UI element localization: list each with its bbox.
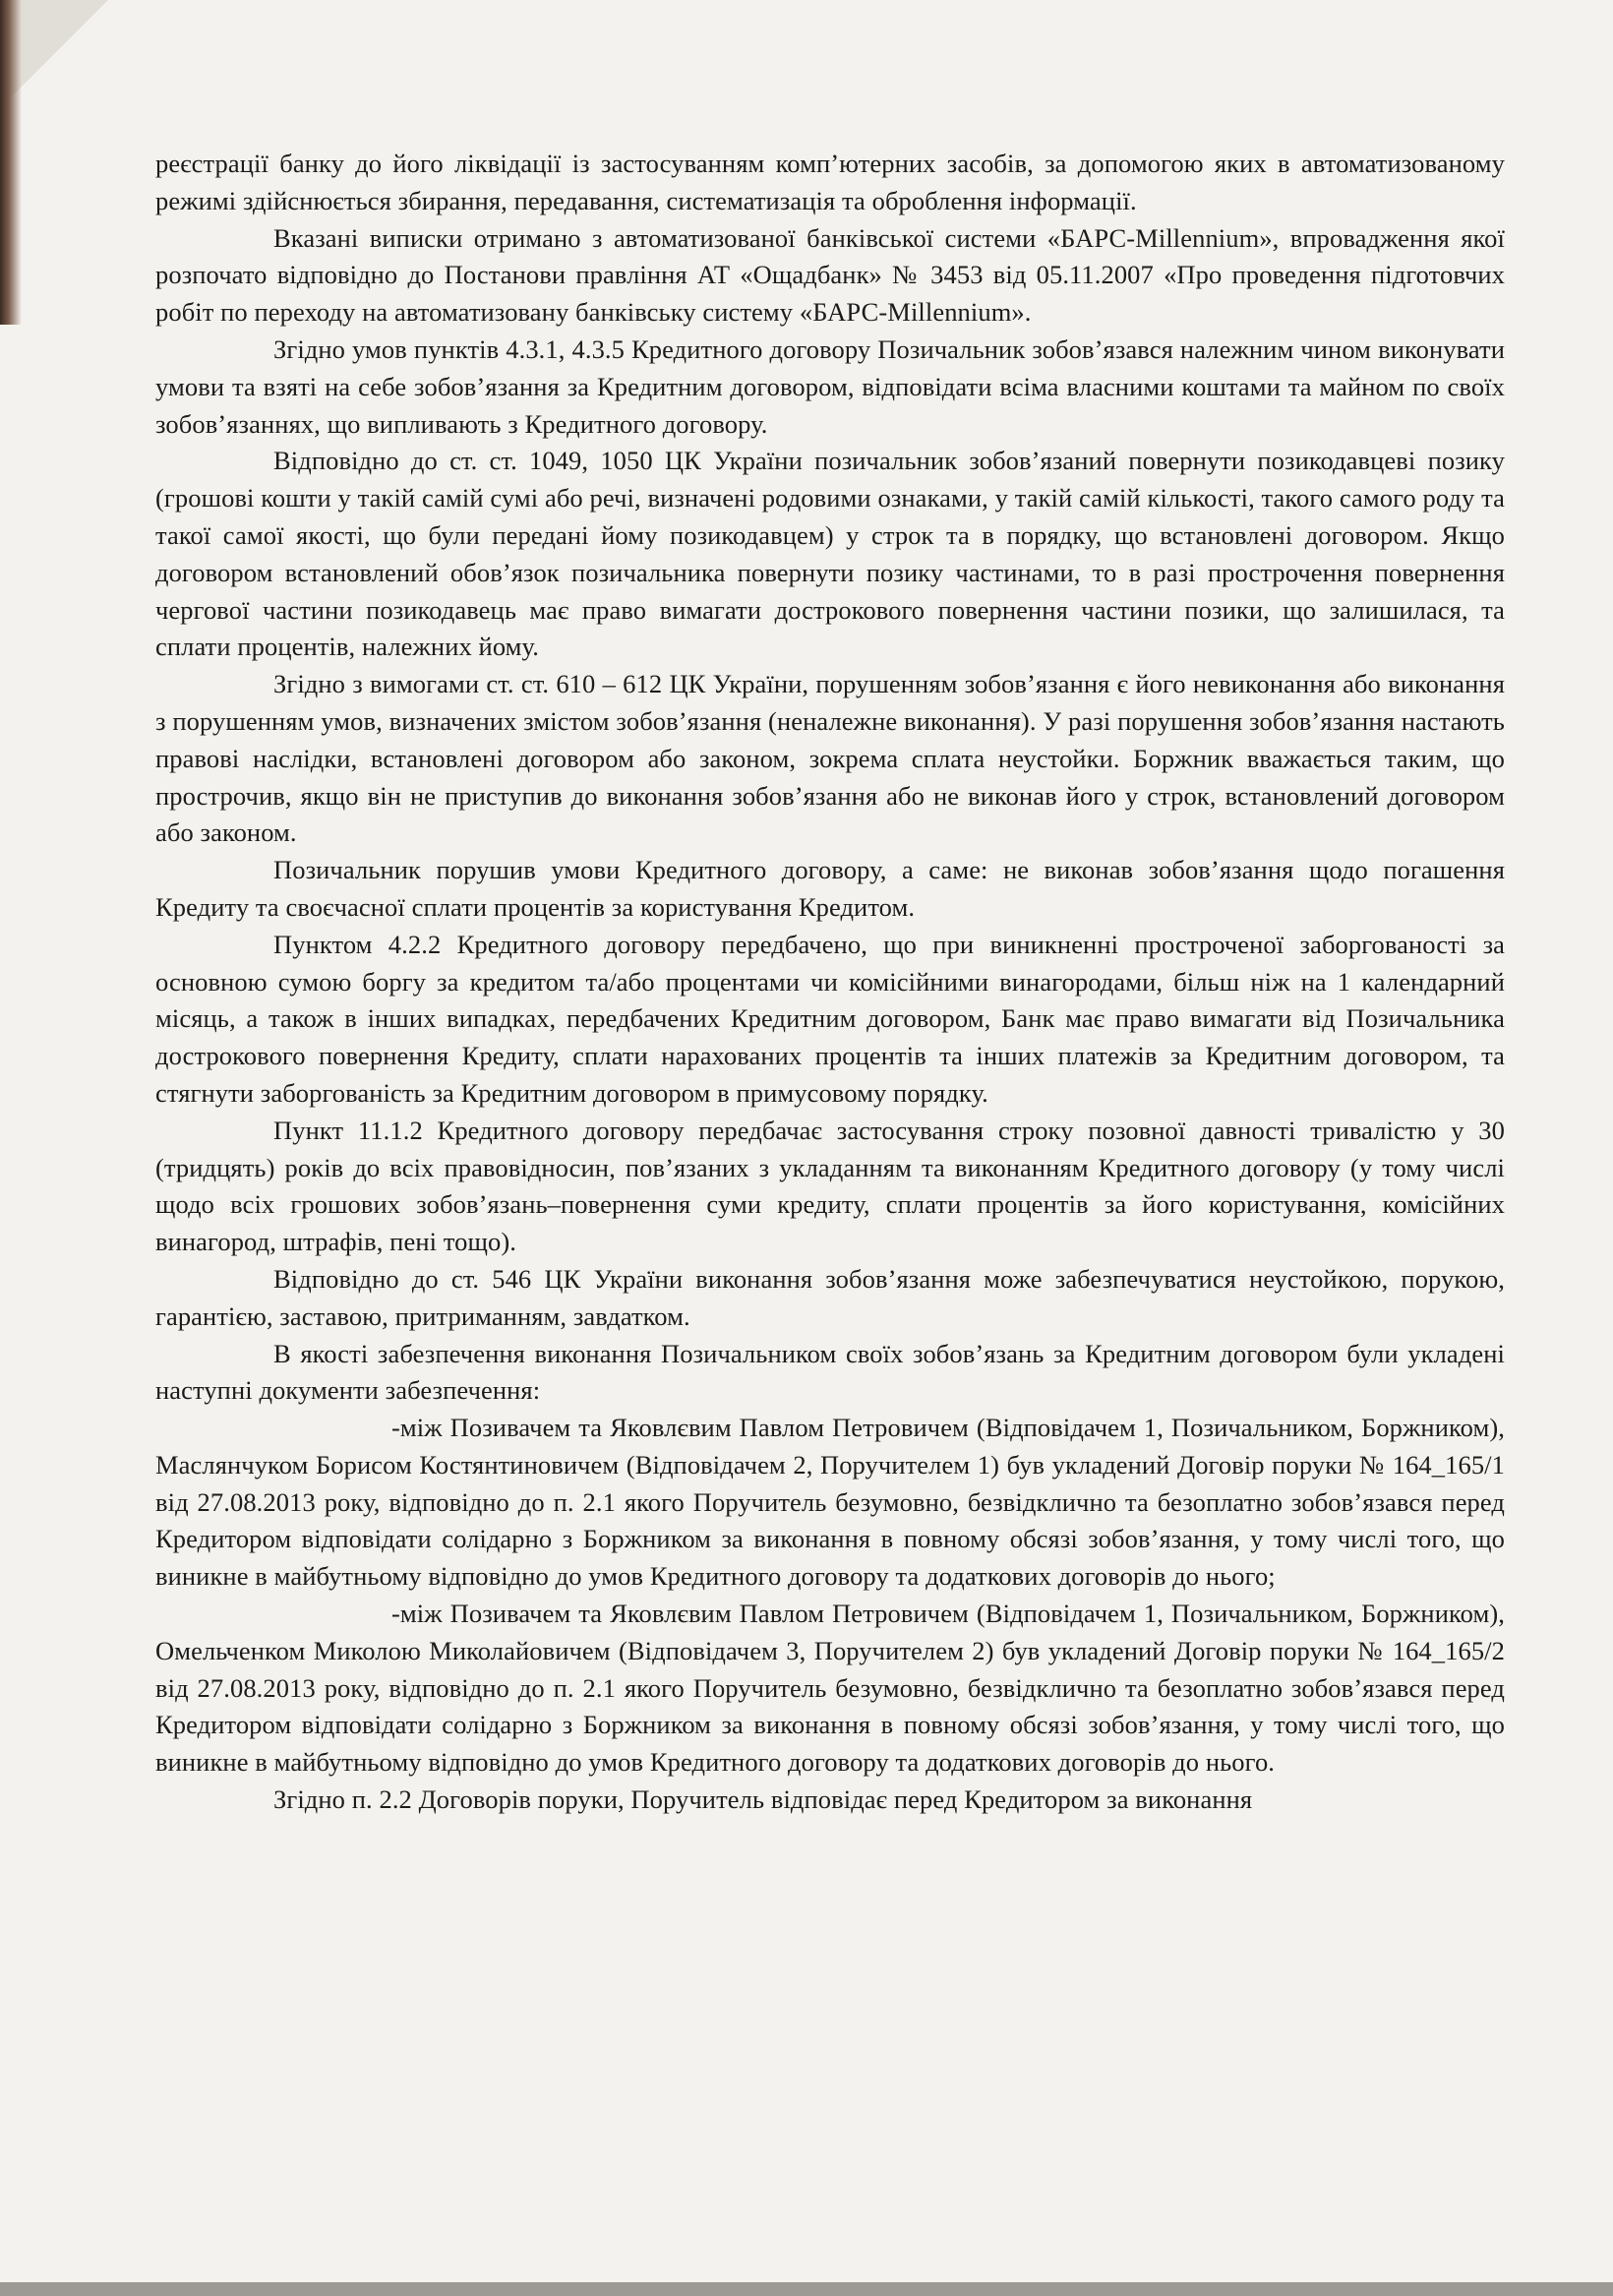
paragraph-clause-2-2: Згідно п. 2.2 Договорів поруки, Поручитель відповідає перед Кредитором за виконання <box>273 1784 1253 1815</box>
document-body <box>155 146 1505 1819</box>
paragraph-borrower-breach: Позичальник порушив умови Кредитного договору, а саме: не виконав зобов’язання щодо погашення Кредиту та своєчасної сплати процентів за користування Кредитом. <box>155 855 1505 922</box>
paragraph-article-546: Відповідно до ст. 546 ЦК України виконання зобов’язання може забезпечуватися неустойкою, порукою, гарантією, заставою, притриманням, завдатком. <box>155 1263 1505 1331</box>
paragraph-borrower-obligations: Згідно умов пунктів 4.3.1, 4.3.5 Кредитного договору Позичальник зобов’язався належним чином виконувати умови та взяті на себе зобов’язання за Кредитним договором, відповідати всіма власними коштами та майном по своїх зобов’язаннях, що випливають з Кредитного договору. <box>155 333 1505 439</box>
paragraph-security-documents: В якості забезпечення виконання Позичальником своїх зобов’язань за Кредитним договором були укладені наступні документи забезпечення: <box>155 1338 1505 1406</box>
paragraph-clause-11-1-2: Пункт 11.1.2 Кредитного договору передбачає застосування строку позовної давності тривалістю у 30 (тридцять) років до всіх правовідносин, пов’язаних з укладанням та виконанням Кредитного договору (у тому числі щодо всіх грошових зобов’язань–повернення суми кредиту, сплати процентів за його користування, комісійних винагород, штрафів, пені тощо). <box>155 1115 1505 1257</box>
scan-bottom-edge <box>0 2282 1613 2296</box>
paragraph-guarantee-1: -між Позивачем та Яковлєвим Павлом Петровичем (Відповідачем 1, Позичальником, Боржником), Маслянчуком Борисом Костянтиновичем (Відповідачем 2, Поручителем 1) був укладений Договір поруки № 164_165/1 від 27.08.2013 року, відповідно до п. 2.1 якого Поручитель безумовно, безвідклично та безоплатно зобов’язався перед Кредитором відповідати солідарно з Боржником за виконання в повному обсязі зобов’язання, у тому числі того, що виникне в майбутньому відповідно до умов Кредитного договору та додаткових договорів до нього; <box>155 1413 1505 1592</box>
paragraph-guarantee-2: -між Позивачем та Яковлєвим Павлом Петровичем (Відповідачем 1, Позичальником, Боржником), Омельченком Миколою Миколайовичем (Відповідачем 3, Поручителем 2) був укладений Договір поруки № 164_165/2 від 27.08.2013 року, відповідно до п. 2.1 якого Поручитель безумовно, безвідклично та безоплатно зобов’язався перед Кредитором відповідати солідарно з Боржником за виконання в повному обсязі зобов’язання, у тому числі того, що виникне в майбутньому відповідно до умов Кредитного договору та додаткових договорів до нього. <box>155 1599 1505 1778</box>
paragraph-registration-info: реєстрації банку до його ліквідації із застосуванням комп’ютерних засобів, за допомогою яких в автоматизованому режимі здійснюється збирання, передавання, систематизація та оброблення інформації. <box>155 149 1505 215</box>
paragraph-breach-definition: Згідно з вимогами ст. ст. 610 – 612 ЦК України, порушенням зобов’язання є його невиконання або виконання з порушенням умов, визначених змістом зобов’язання (неналежне виконання). У разі порушення зобов’язання настають правові наслідки, встановлені договором або законом, зокрема сплата неустойки. Боржник вважається таким, що прострочив, якщо він не приступив до виконання зобов’язання або не виконав його у строк, встановлений договором або законом. <box>155 669 1505 848</box>
scan-edge-shadow <box>0 0 22 325</box>
paragraph-clause-4-2-2: Пунктом 4.2.2 Кредитного договору передбачено, що при виникненні простроченої заборгованості за основною сумою боргу за кредитом та/або процентами чи комісійними винагородами, більш ніж на 1 календарний місяць, а також в інших випадках, передбачених Кредитним договором, Банк має право вимагати від Позичальника дострокового повернення Кредиту, сплати нарахованих процентів та інших платежів за Кредитним договором, та стягнути заборгованість за Кредитним договором в примусовому порядку. <box>155 929 1505 1108</box>
paragraph-loan-return: Відповідно до ст. ст. 1049, 1050 ЦК України позичальник зобов’язаний повернути позикодавцеві позику (грошові кошти у такій самій сумі або речі, визначені родовими ознаками, у такій самій кількості, такого самого роду та такої самої якості, що були передані йому позикодавцем) у строк та в порядку, що встановлені договором. Якщо договором встановлений обов’язок позичальника повернути позику частинами, то в разі прострочення повернення чергової частини позикодавець має право вимагати дострокового повернення частини позики, що залишилася, та сплати процентів, належних йому. <box>155 446 1505 662</box>
paragraph-bank-statements: Вказані виписки отримано з автоматизованої банківської системи «БАРС-Millennium», впровадження якої розпочато відповідно до Постанови правління АТ «Ощадбанк» № 3453 від 05.11.2007 «Про проведення підготовчих робіт по переходу на автоматизовану банківську систему «БАРС-Millennium». <box>155 222 1505 328</box>
